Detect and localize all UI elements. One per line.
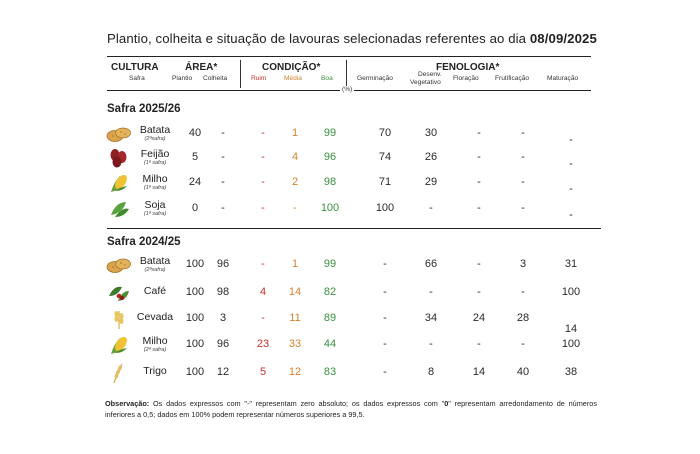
cell-plantio: 0 xyxy=(191,202,199,214)
crop-label: Batata xyxy=(139,255,171,267)
cell-frutificacao: - xyxy=(521,202,525,214)
cell-boa: 89 xyxy=(323,312,337,324)
cell-desenv: 8 xyxy=(427,366,435,378)
cell-plantio: 100 xyxy=(185,312,205,324)
crop-label: Trigo xyxy=(143,365,167,377)
cell-maturacao: - xyxy=(569,158,573,170)
cell-frutificacao: 40 xyxy=(516,366,530,378)
cell-colheita: 96 xyxy=(216,338,230,350)
cell-germinacao: - xyxy=(383,338,387,350)
cell-floracao: - xyxy=(477,338,481,350)
cell-media: - xyxy=(293,202,297,214)
crop-label: Feijão xyxy=(140,148,170,160)
cell-media: 1 xyxy=(291,127,299,139)
header-fenologia: FENOLOGIA* xyxy=(436,62,500,73)
cell-boa: 83 xyxy=(323,366,337,378)
cell-colheita: - xyxy=(221,127,225,139)
header-maturacao: Maturação xyxy=(547,75,579,82)
header-ruim: Ruim xyxy=(251,75,267,82)
cell-desenv: 34 xyxy=(424,312,438,324)
cell-colheita: - xyxy=(221,151,225,163)
header-frutificacao: Frutificação xyxy=(495,75,530,82)
cell-germinacao: 70 xyxy=(378,127,392,139)
cell-plantio: 24 xyxy=(188,176,202,188)
cell-maturacao: - xyxy=(569,209,573,221)
crop-label: Café xyxy=(143,285,167,297)
header-vegetativo: Vegetativo xyxy=(410,79,441,86)
cell-plantio: 100 xyxy=(185,366,205,378)
cell-boa: 99 xyxy=(323,258,337,270)
cell-frutificacao: - xyxy=(521,127,525,139)
header-area: ÁREA* xyxy=(185,62,218,73)
header-cultura: CULTURA xyxy=(111,62,159,73)
cell-colheita: - xyxy=(221,176,225,188)
cell-ruim: - xyxy=(261,202,265,214)
cell-boa: 44 xyxy=(323,338,337,350)
cell-desenv: 30 xyxy=(424,127,438,139)
header-boa: Boa xyxy=(321,75,333,82)
cell-germinacao: 100 xyxy=(375,202,395,214)
crop-label: Batata xyxy=(139,124,171,136)
header-media: Média xyxy=(284,75,302,82)
cell-colheita: 12 xyxy=(216,366,230,378)
observation-note: Observação: Os dados expressos com "-" representam zero absoluto; os dados expressos com "0" representam arredondamento de números inferiores a 0,5; dados em 100% podem representar números superiores a 99,5. xyxy=(105,399,597,419)
header-condicao: CONDIÇÃO* xyxy=(262,62,321,73)
cell-plantio: 100 xyxy=(185,258,205,270)
header-colheita: Colheita xyxy=(203,75,228,82)
header-floracao: Floração xyxy=(453,75,479,82)
cell-maturacao: 100 xyxy=(561,286,581,298)
cell-germinacao: - xyxy=(383,312,387,324)
cell-frutificacao: - xyxy=(521,176,525,188)
crop-season-note: (2ª safra) xyxy=(143,347,167,353)
cell-ruim: 5 xyxy=(259,366,267,378)
cell-colheita: 3 xyxy=(219,312,227,324)
cell-maturacao: 14 xyxy=(564,323,578,335)
cell-colheita: 98 xyxy=(216,286,230,298)
cell-frutificacao: 3 xyxy=(519,258,527,270)
header-safra: Safra xyxy=(129,75,145,82)
cell-ruim: - xyxy=(261,127,265,139)
cell-boa: 100 xyxy=(320,202,340,214)
cell-desenv: - xyxy=(429,338,433,350)
cell-floracao: - xyxy=(477,258,481,270)
crop-season-note: (1ª safra) xyxy=(143,160,167,166)
cell-boa: 99 xyxy=(323,127,337,139)
crop-label: Cevada xyxy=(136,311,174,323)
crop-season-note: (2ªsafra) xyxy=(144,267,166,273)
cell-desenv: - xyxy=(429,286,433,298)
cell-maturacao: 100 xyxy=(561,338,581,350)
cell-media: 4 xyxy=(291,151,299,163)
cell-floracao: 14 xyxy=(472,366,486,378)
crop-label: Milho xyxy=(142,335,168,347)
cell-colheita: 96 xyxy=(216,258,230,270)
cell-floracao: - xyxy=(477,176,481,188)
cell-ruim: - xyxy=(261,258,265,270)
section-rule xyxy=(107,228,601,229)
section-title-2024-25: Safra 2024/25 xyxy=(107,236,181,248)
cell-floracao: - xyxy=(477,127,481,139)
cell-frutificacao: - xyxy=(521,151,525,163)
header-desenv: Desenv. xyxy=(418,71,442,78)
cell-ruim: - xyxy=(261,312,265,324)
cell-ruim: 23 xyxy=(256,338,270,350)
cell-germinacao: - xyxy=(383,286,387,298)
cell-floracao: - xyxy=(477,202,481,214)
cell-frutificacao: - xyxy=(521,286,525,298)
cell-media: 2 xyxy=(291,176,299,188)
cell-maturacao: 38 xyxy=(564,366,578,378)
section-title-2025-26: Safra 2025/26 xyxy=(107,103,181,115)
cell-germinacao: - xyxy=(383,258,387,270)
cell-germinacao: 74 xyxy=(378,151,392,163)
cell-maturacao: 31 xyxy=(564,258,578,270)
crop-season-note: (1ª safra) xyxy=(143,211,167,217)
cell-desenv: - xyxy=(429,202,433,214)
cell-ruim: - xyxy=(261,151,265,163)
crop-season-note: (2ªsafra) xyxy=(144,136,166,142)
cell-boa: 98 xyxy=(323,176,337,188)
cell-desenv: 29 xyxy=(424,176,438,188)
header-plantio: Plantio xyxy=(172,75,193,82)
cell-colheita: - xyxy=(221,202,225,214)
cell-plantio: 100 xyxy=(185,286,205,298)
header-top-rule xyxy=(107,56,591,57)
cell-plantio: 100 xyxy=(185,338,205,350)
crop-label: Milho xyxy=(142,173,168,185)
cell-germinacao: - xyxy=(383,366,387,378)
cell-desenv: 26 xyxy=(424,151,438,163)
cell-ruim: - xyxy=(261,176,265,188)
crop-label: Soja xyxy=(144,199,166,211)
crop-season-note: (1ª safra) xyxy=(143,185,167,191)
cell-boa: 82 xyxy=(323,286,337,298)
cell-media: 1 xyxy=(291,258,299,270)
cell-plantio: 5 xyxy=(191,151,199,163)
header-divider xyxy=(240,60,241,88)
cell-media: 12 xyxy=(288,366,302,378)
cell-frutificacao: 28 xyxy=(516,312,530,324)
cell-floracao: - xyxy=(477,286,481,298)
cell-media: 11 xyxy=(289,312,301,324)
cell-floracao: - xyxy=(477,151,481,163)
cell-plantio: 40 xyxy=(188,127,202,139)
header-germinacao: Germinação xyxy=(357,75,393,82)
cell-maturacao: - xyxy=(569,183,573,195)
cell-desenv: 66 xyxy=(424,258,438,270)
page-title: Plantio, colheita e situação de lavouras selecionadas referentes ao dia 08/09/2025 xyxy=(107,31,597,46)
cell-frutificacao: - xyxy=(521,338,525,350)
header-percent: (%) xyxy=(342,86,353,93)
cell-ruim: 4 xyxy=(259,286,267,298)
cell-maturacao: - xyxy=(569,134,573,146)
cell-boa: 96 xyxy=(323,151,337,163)
cell-media: 14 xyxy=(288,286,302,298)
cell-germinacao: 71 xyxy=(378,176,392,188)
header-divider xyxy=(346,60,347,88)
cell-media: 33 xyxy=(288,338,302,350)
cell-floracao: 24 xyxy=(472,312,486,324)
